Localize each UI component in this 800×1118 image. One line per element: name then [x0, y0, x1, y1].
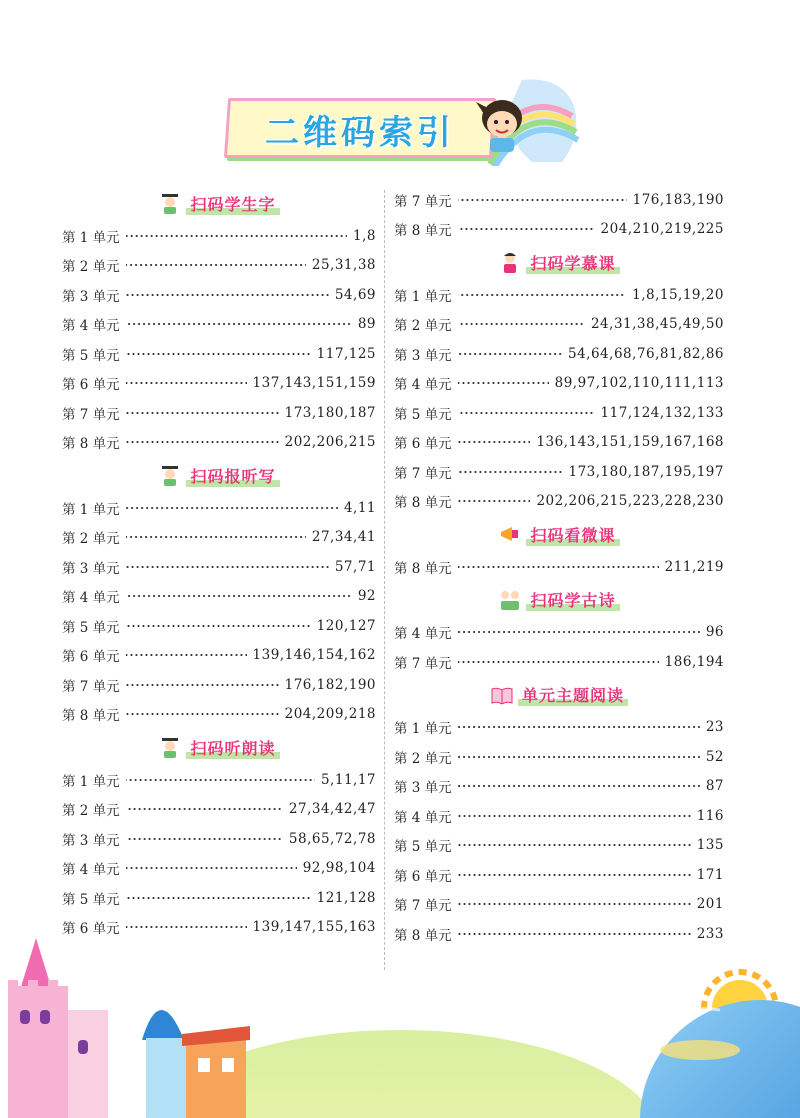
page-numbers: 92 — [357, 588, 376, 605]
unit-label: 第 7 单元 — [62, 678, 120, 695]
page-numbers: 54,69 — [334, 286, 376, 303]
unit-label: 第 7 单元 — [394, 655, 452, 672]
page-numbers: 176,183,190 — [632, 191, 724, 208]
index-row — [394, 428, 724, 458]
page-numbers: 233 — [696, 925, 724, 942]
unit-label: 第 7 单元 — [394, 193, 452, 210]
unit-label: 第 3 单元 — [394, 347, 452, 364]
index-row — [394, 398, 724, 428]
unit-label: 第 5 单元 — [62, 347, 120, 364]
section-title: 扫码学古诗 — [526, 588, 619, 611]
page-numbers: 186,194 — [664, 653, 724, 670]
index-row — [394, 742, 724, 772]
open-book-icon — [490, 683, 514, 707]
kids-reading-icon — [498, 588, 522, 612]
house-icon — [142, 1010, 250, 1118]
dot-leader — [126, 893, 311, 903]
dot-leader — [458, 870, 691, 880]
page-numbers: 25,31,38 — [311, 257, 376, 274]
unit-label: 第 8 单元 — [62, 436, 120, 453]
page-numbers: 27,34,42,47 — [288, 801, 376, 818]
unit-label: 第 8 单元 — [394, 495, 452, 512]
page-numbers: 201 — [696, 896, 724, 913]
scholar-icon — [158, 191, 182, 215]
section-header — [394, 516, 724, 552]
dot-leader — [458, 722, 700, 732]
page-numbers: 5,11,17 — [320, 771, 376, 788]
unit-label: 第 2 单元 — [394, 750, 452, 767]
page-numbers: 202,206,215 — [284, 434, 376, 451]
title-banner — [222, 76, 582, 166]
index-row — [62, 398, 376, 428]
section-header — [62, 729, 376, 765]
section-title: 扫码听朗读 — [186, 736, 279, 759]
unit-label: 第 5 单元 — [394, 839, 452, 856]
index-row — [62, 493, 376, 523]
index-row — [62, 765, 376, 795]
index-row — [394, 860, 724, 890]
unit-label: 第 7 单元 — [394, 465, 452, 482]
unit-label: 第 5 单元 — [62, 891, 120, 908]
castle-icon — [8, 938, 108, 1118]
bottom-scenery — [0, 930, 800, 1118]
index-row — [394, 339, 724, 369]
section-header — [394, 582, 724, 618]
index-row — [394, 831, 724, 861]
dot-leader — [126, 591, 352, 601]
dot-leader — [126, 863, 297, 873]
index-row — [394, 215, 724, 245]
index-row — [62, 523, 376, 553]
index-row — [62, 795, 376, 825]
section-title: 扫码报听写 — [186, 464, 279, 487]
dot-leader — [126, 650, 247, 660]
dot-leader — [458, 467, 563, 477]
unit-label: 第 6 单元 — [62, 921, 120, 938]
index-row — [62, 582, 376, 612]
dot-leader — [126, 709, 279, 719]
unit-label: 第 6 单元 — [62, 377, 120, 394]
page-numbers: 204,210,219,225 — [600, 221, 724, 238]
index-row — [62, 221, 376, 251]
scholar-icon — [158, 735, 182, 759]
dot-leader — [458, 496, 531, 506]
dot-leader — [458, 840, 691, 850]
dot-leader — [126, 804, 283, 814]
index-row — [394, 457, 724, 487]
page-numbers: 211,219 — [664, 558, 724, 575]
page-numbers: 136,143,151,159,167,168 — [536, 434, 724, 451]
dot-leader — [126, 408, 279, 418]
unit-label: 第 5 单元 — [62, 619, 120, 636]
index-row — [62, 251, 376, 281]
dot-leader — [126, 503, 338, 513]
index-row — [62, 824, 376, 854]
unit-label: 第 1 单元 — [394, 288, 452, 305]
index-row — [394, 647, 724, 677]
index-row — [62, 611, 376, 641]
page-numbers: 1,8,15,19,20 — [632, 286, 724, 303]
unit-label: 第 3 单元 — [394, 780, 452, 797]
page-numbers: 117,124,132,133 — [600, 404, 724, 421]
page-numbers: 52 — [705, 748, 724, 765]
index-row — [394, 552, 724, 582]
page-numbers: 139,147,155,163 — [252, 919, 376, 936]
unit-label: 第 5 单元 — [394, 406, 452, 423]
dot-leader — [458, 290, 626, 300]
unit-label: 第 1 单元 — [62, 773, 120, 790]
column-divider — [384, 190, 385, 970]
index-row — [394, 890, 724, 920]
dot-leader — [458, 378, 549, 388]
unit-label: 第 2 单元 — [62, 803, 120, 820]
section-title: 单元主题阅读 — [518, 683, 628, 706]
page-numbers: 173,180,187 — [284, 404, 376, 421]
page-numbers: 117,125 — [316, 345, 376, 362]
page-numbers: 204,209,218 — [284, 706, 376, 723]
index-row — [62, 670, 376, 700]
dot-leader — [126, 260, 306, 270]
unit-label: 第 1 单元 — [62, 501, 120, 518]
page-numbers: 54,64,68,76,81,82,86 — [568, 345, 724, 362]
unit-label: 第 2 单元 — [62, 259, 120, 276]
unit-label: 第 6 单元 — [394, 436, 452, 453]
section-header — [62, 457, 376, 493]
unit-label: 第 7 单元 — [62, 406, 120, 423]
dot-leader — [458, 657, 659, 667]
page-numbers: 1,8 — [353, 227, 376, 244]
dot-leader — [458, 195, 627, 205]
page-numbers: 173,180,187,195,197 — [568, 463, 724, 480]
dot-leader — [126, 562, 329, 572]
page-numbers: 120,127 — [316, 617, 376, 634]
index-row — [394, 280, 724, 310]
page-numbers: 57,71 — [334, 558, 376, 575]
dot-leader — [126, 378, 247, 388]
dot-leader — [458, 408, 595, 418]
dot-leader — [458, 627, 700, 637]
page-title: 二维码索引 — [265, 113, 455, 153]
index-row — [394, 369, 724, 399]
dot-leader — [458, 781, 700, 791]
page-numbers: 121,128 — [316, 889, 376, 906]
page-numbers: 171 — [696, 866, 724, 883]
unit-label: 第 6 单元 — [62, 649, 120, 666]
dot-leader — [126, 621, 311, 631]
girl-mascot-icon — [472, 88, 542, 158]
page-numbers: 96 — [705, 624, 724, 641]
page-numbers: 27,34,41 — [311, 529, 376, 546]
dot-leader — [126, 437, 279, 447]
dot-leader — [458, 899, 691, 909]
dot-leader — [126, 775, 315, 785]
page-numbers: 58,65,72,78 — [288, 830, 376, 847]
page-numbers: 116 — [696, 807, 724, 824]
index-row — [394, 772, 724, 802]
dot-leader — [126, 319, 352, 329]
index-row — [62, 428, 376, 458]
page-numbers: 176,182,190 — [284, 676, 376, 693]
unit-label: 第 3 单元 — [62, 560, 120, 577]
index-row — [62, 310, 376, 340]
unit-label: 第 4 单元 — [62, 862, 120, 879]
index-row — [394, 801, 724, 831]
page-numbers: 89,97,102,110,111,113 — [554, 375, 724, 392]
dot-leader — [458, 752, 700, 762]
dot-leader — [126, 231, 347, 241]
unit-label: 第 1 单元 — [394, 721, 452, 738]
index-row — [62, 641, 376, 671]
page-numbers: 89 — [357, 316, 376, 333]
dot-leader — [126, 680, 279, 690]
unit-label: 第 2 单元 — [394, 318, 452, 335]
section-title: 扫码看微课 — [526, 523, 619, 546]
dot-leader — [458, 562, 659, 572]
index-row — [62, 339, 376, 369]
dot-leader — [126, 834, 283, 844]
index-row — [394, 310, 724, 340]
page-numbers: 4,11 — [343, 499, 376, 516]
page-numbers: 23 — [705, 719, 724, 736]
scholar-icon — [158, 463, 182, 487]
page-numbers: 92,98,104 — [302, 860, 376, 877]
unit-label: 第 8 单元 — [394, 223, 452, 240]
index-row — [394, 618, 724, 648]
dot-leader — [458, 349, 562, 359]
dot-leader — [126, 290, 329, 300]
dot-leader — [126, 532, 306, 542]
unit-label: 第 8 单元 — [62, 708, 120, 725]
dot-leader — [126, 349, 311, 359]
unit-label: 第 4 单元 — [394, 626, 452, 643]
megaphone-icon — [498, 522, 522, 546]
dot-leader — [458, 437, 531, 447]
unit-label: 第 2 单元 — [62, 531, 120, 548]
teacher-icon — [498, 250, 522, 274]
index-row — [394, 713, 724, 743]
index-row — [394, 185, 724, 215]
unit-label: 第 8 单元 — [394, 560, 452, 577]
dot-leader — [458, 811, 691, 821]
unit-label: 第 4 单元 — [394, 377, 452, 394]
unit-label: 第 4 单元 — [62, 590, 120, 607]
index-row — [62, 369, 376, 399]
section-header — [394, 244, 724, 280]
index-row — [62, 700, 376, 730]
unit-label: 第 3 单元 — [62, 832, 120, 849]
left-column — [62, 185, 376, 942]
unit-label: 第 3 单元 — [62, 288, 120, 305]
unit-label: 第 6 单元 — [394, 868, 452, 885]
unit-label: 第 4 单元 — [394, 809, 452, 826]
unit-label: 第 7 单元 — [394, 898, 452, 915]
index-row — [62, 854, 376, 884]
index-row — [62, 552, 376, 582]
section-title: 扫码学生字 — [186, 192, 279, 215]
right-column — [394, 185, 724, 949]
unit-label: 第 4 单元 — [62, 318, 120, 335]
unit-label: 第 1 单元 — [62, 229, 120, 246]
section-header — [394, 677, 724, 713]
page-numbers: 87 — [705, 778, 724, 795]
page-numbers: 24,31,38,45,49,50 — [590, 316, 724, 333]
dot-leader — [458, 224, 595, 234]
page-numbers: 135 — [696, 837, 724, 854]
section-header — [62, 185, 376, 221]
index-row — [62, 883, 376, 913]
index-row — [394, 487, 724, 517]
page-numbers: 139,146,154,162 — [252, 647, 376, 664]
section-title: 扫码学慕课 — [526, 251, 619, 274]
index-row — [62, 280, 376, 310]
unit-label: 第 8 单元 — [394, 927, 452, 944]
dot-leader — [458, 319, 585, 329]
page-numbers: 202,206,215,223,228,230 — [536, 493, 724, 510]
page-numbers: 137,143,151,159 — [252, 375, 376, 392]
